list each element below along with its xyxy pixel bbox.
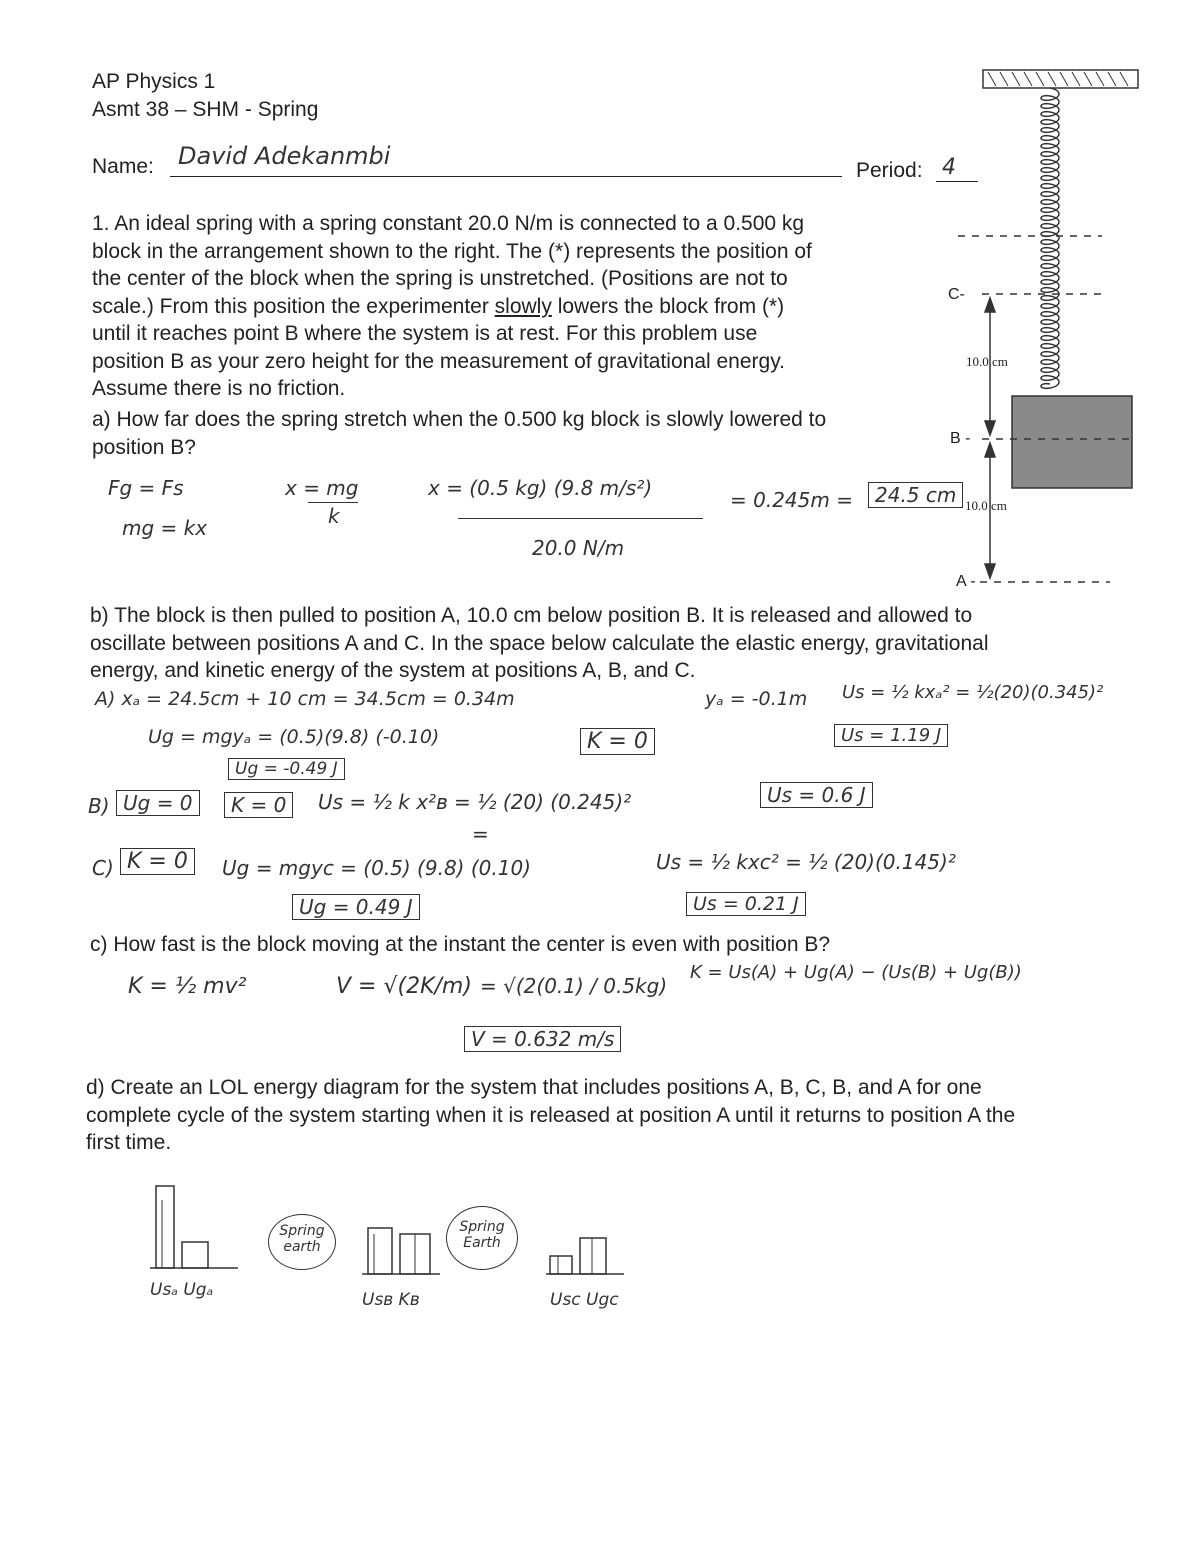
label-b: B - [950, 430, 971, 447]
work-b-b-label: B) [88, 794, 110, 818]
work-b-a4: Ug = mgyₐ = (0.5)(9.8) (-0.10) [148, 726, 440, 748]
work-a-eq2: mg = kx [122, 516, 208, 540]
problem-intro: 1. An ideal spring with a spring constant 20.0 N/m is connected to a 0.500 kg block in the arrangement shown to the right. The (*) represents the position of the center of the block when the spring is unstretched. (Positions are not to scale.) From this position the experimenter slowly lowers the block from (*) until it reaches point B where the system is at rest. For this problem use position B as your zero height for the measurement of gravitational energy. Assume there is no friction. [92, 212, 812, 400]
lol-diagram-c [544, 1220, 634, 1284]
work-a-eq3-den: k [328, 504, 340, 528]
lol-diagram-b [360, 1220, 450, 1284]
distance-top: 10.0 cm [966, 354, 1008, 369]
answer-b-ug-a: Ug = -0.49 J [228, 758, 345, 780]
label-a: A - [956, 573, 976, 590]
work-a-eq3: x = mg [285, 476, 359, 500]
lol-diagram-a [148, 1180, 248, 1280]
system-bubble-2: Spring Earth [446, 1206, 518, 1270]
name-label: Name: [92, 155, 154, 178]
answer-b-us-b: Us = 0.6 J [760, 782, 873, 808]
work-b-b4: = [472, 822, 489, 846]
fraction-bar [458, 518, 703, 519]
assignment-title: Asmt 38 – SHM - Spring [92, 98, 319, 121]
name-line [170, 176, 842, 177]
part-d-question: d) Create an LOL energy diagram for the system that includes positions A, B, C, B, and A for one complete cycle of the system starting when it is released at position A until it returns to position A the first time. [86, 1076, 1016, 1154]
block [1012, 396, 1132, 488]
work-b-a1: A) xₐ = 24.5cm + 10 cm = 34.5cm = 0.34m [95, 688, 515, 710]
answer-b-k-c: K = 0 [120, 848, 195, 875]
answer-b-us-c: Us = 0.21 J [686, 892, 806, 916]
lol-label-b: Usʙ Kʙ [362, 1290, 420, 1310]
name-value: David Adekanmbi [178, 142, 391, 170]
work-b-a3: Us = ½ kxₐ² = ½(20)(0.345)² [842, 682, 1104, 703]
bar-us-b [368, 1228, 392, 1274]
fraction-bar [308, 502, 358, 503]
period-label: Period: [856, 159, 923, 182]
work-b-c-label: C) [92, 856, 114, 880]
bar-us-a [156, 1186, 174, 1268]
work-c-k4: K = Us(A) + Ug(A) − (Us(B) + Ug(B)) [690, 962, 1022, 983]
period-value: 4 [942, 155, 956, 180]
work-c-k2: V = √(2K/m) [336, 974, 472, 999]
spring-coil [1041, 88, 1059, 388]
answer-b-k-a: K = 0 [580, 728, 655, 755]
answer-b-ug-c: Ug = 0.49 J [292, 894, 420, 920]
distance-bottom: 10.0 cm [965, 498, 1007, 513]
part-c-question: c) How fast is the block moving at the instant the center is even with position B? [90, 933, 831, 956]
work-b-a2: yₐ = -0.1m [705, 688, 808, 710]
lol-label-c: Usc Ugc [550, 1290, 619, 1310]
spring-diagram [940, 60, 1190, 600]
work-a-eq4-den: 20.0 N/m [532, 536, 625, 560]
work-a-eq4: x = (0.5 kg) (9.8 m/s²) [428, 476, 653, 500]
answer-c-box: V = 0.632 m/s [464, 1026, 621, 1052]
work-a-eq1: Fg = Fs [108, 476, 184, 500]
answer-b-us-a: Us = 1.19 J [834, 724, 948, 747]
part-b-question: b) The block is then pulled to position A, 10.0 cm below position B. It is released and allowed to oscillate between positions A and C. In the space below calculate the elastic energy, gravitational energy, and kinetic energy of the system at positions A, B, and C. [90, 604, 989, 682]
lol-label-a: Usₐ Ugₐ [150, 1280, 214, 1300]
answer-a-box: 24.5 cm [868, 482, 963, 508]
system-bubble-1: Spring earth [268, 1214, 336, 1270]
work-b-c2: Ug = mgyc = (0.5) (9.8) (0.10) [222, 856, 531, 880]
bar-ug-c [580, 1238, 606, 1274]
label-c: C- [948, 286, 965, 303]
bar-ug-a [182, 1242, 208, 1268]
work-a-eq5: = 0.245m = [730, 488, 853, 512]
work-c-k1: K = ½ mv² [128, 974, 247, 999]
bar-us-c [550, 1256, 572, 1274]
work-c-k3: = √(2(0.1) / 0.5kg) [480, 974, 668, 998]
course-title: AP Physics 1 [92, 70, 216, 93]
work-b-b3: Us = ½ k x²ʙ = ½ (20) (0.245)² [318, 790, 632, 814]
answer-b-ug-b: Ug = 0 [116, 790, 200, 816]
work-b-c3: Us = ½ kxc² = ½ (20)(0.145)² [656, 850, 956, 874]
part-a-question: a) How far does the spring stretch when the 0.500 kg block is slowly lowered to position B? [92, 408, 827, 459]
answer-b-k-b: K = 0 [224, 792, 293, 818]
